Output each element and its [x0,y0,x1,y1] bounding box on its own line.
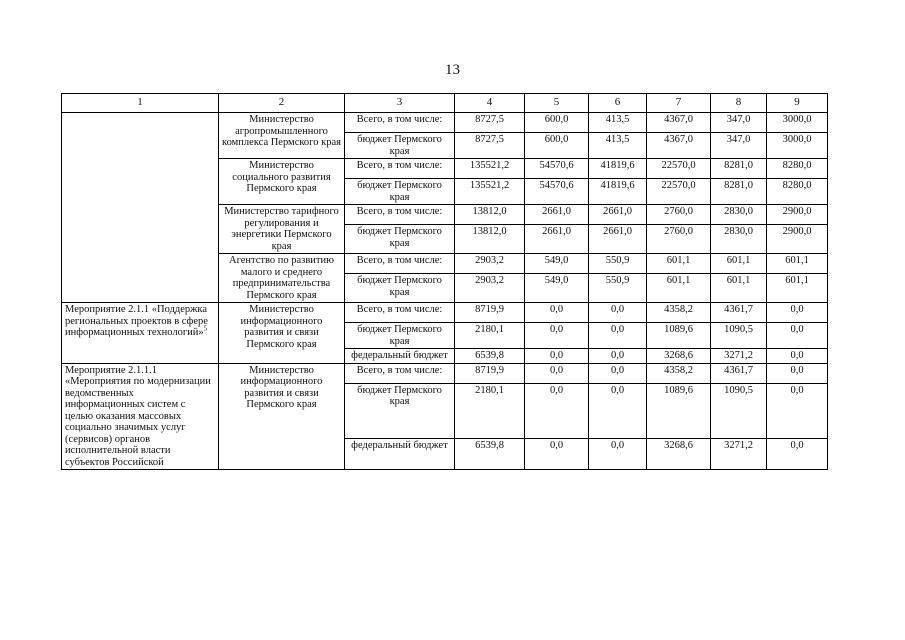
value-cell: 2903,2 [455,254,525,274]
value-cell: 0,0 [589,323,647,349]
value-cell: 0,0 [525,439,589,470]
value-cell: 8280,0 [767,159,828,179]
funding-source-cell: Всего, в том числе: [345,159,455,179]
agency-cell: Министерство тарифного регулирования и энергетики Пермского края [219,205,345,254]
value-cell: 8281,0 [711,159,767,179]
value-cell: 0,0 [767,323,828,349]
measure-cell [62,363,219,470]
agency-cell: Министерство информационного развития и связи Пермского края [219,303,345,364]
value-cell: 601,1 [711,274,767,303]
value-cell: 0,0 [525,349,589,364]
value-cell: 8719,9 [455,363,525,383]
table-row [62,303,828,323]
value-cell: 347,0 [711,133,767,159]
value-cell: 4361,7 [711,303,767,323]
value-cell: 549,0 [525,254,589,274]
value-cell: 8280,0 [767,179,828,205]
value-cell: 8727,5 [455,113,525,133]
value-cell: 2830,0 [711,205,767,225]
value-cell: 0,0 [767,363,828,383]
value-cell: 8727,5 [455,133,525,159]
funding-source-cell: бюджет Пермского края [345,274,455,303]
measure-cell [62,303,219,364]
column-header: 4 [455,94,525,113]
value-cell: 1089,6 [647,383,711,439]
value-cell: 0,0 [767,349,828,364]
value-cell: 6539,8 [455,439,525,470]
value-cell: 550,9 [589,274,647,303]
value-cell: 0,0 [589,363,647,383]
value-cell: 4367,0 [647,113,711,133]
value-cell: 13812,0 [455,225,525,254]
value-cell: 8719,9 [455,303,525,323]
value-cell: 4361,7 [711,363,767,383]
value-cell: 135521,2 [455,159,525,179]
value-cell: 0,0 [589,439,647,470]
agency-cell: Министерство информационного развития и связи Пермского края [219,363,345,470]
value-cell: 549,0 [525,274,589,303]
value-cell: 601,1 [767,254,828,274]
value-cell: 0,0 [589,349,647,364]
value-cell: 3268,6 [647,439,711,470]
funding-source-cell: Всего, в том числе: [345,205,455,225]
value-cell: 3271,2 [711,439,767,470]
value-cell: 2903,2 [455,274,525,303]
value-cell: 2760,0 [647,205,711,225]
column-header: 7 [647,94,711,113]
value-cell: 2760,0 [647,225,711,254]
value-cell: 0,0 [767,303,828,323]
value-cell: 13812,0 [455,205,525,225]
value-cell: 54570,6 [525,179,589,205]
value-cell: 1089,6 [647,323,711,349]
funding-source-cell: Всего, в том числе: [345,303,455,323]
value-cell: 3268,6 [647,349,711,364]
funding-source-cell: Всего, в том числе: [345,254,455,274]
value-cell: 600,0 [525,113,589,133]
column-header: 5 [525,94,589,113]
value-cell: 2900,0 [767,225,828,254]
funding-source-cell: Всего, в том числе: [345,113,455,133]
table-row [62,113,828,133]
value-cell: 550,9 [589,254,647,274]
value-cell: 2661,0 [589,205,647,225]
agency-cell: Министерство агропромышленного комплекса Пермского края [219,113,345,159]
column-header: 2 [219,94,345,113]
value-cell: 1090,5 [711,323,767,349]
value-cell: 3271,2 [711,349,767,364]
funding-source-cell: бюджет Пермского края [345,133,455,159]
value-cell: 600,0 [525,133,589,159]
page-number: 13 [445,62,460,78]
funding-source-cell: бюджет Пермского края [345,323,455,349]
value-cell: 135521,2 [455,179,525,205]
value-cell: 22570,0 [647,179,711,205]
value-cell: 0,0 [767,439,828,470]
footnote-mark: 5 [203,324,208,333]
value-cell: 2180,1 [455,323,525,349]
funding-source-cell: федеральный бюджет [345,439,455,470]
value-cell: 41819,6 [589,159,647,179]
value-cell: 0,0 [589,383,647,439]
value-cell: 6539,8 [455,349,525,364]
budget-table [61,93,828,470]
value-cell: 4358,2 [647,303,711,323]
funding-source-cell: Всего, в том числе: [345,363,455,383]
value-cell: 8281,0 [711,179,767,205]
value-cell: 1090,5 [711,383,767,439]
table-row [62,363,828,383]
value-cell: 2661,0 [525,205,589,225]
value-cell: 413,5 [589,133,647,159]
value-cell: 601,1 [711,254,767,274]
funding-source-cell: бюджет Пермского края [345,383,455,439]
value-cell: 0,0 [525,363,589,383]
value-cell: 601,1 [647,274,711,303]
value-cell: 601,1 [647,254,711,274]
value-cell: 22570,0 [647,159,711,179]
funding-source-cell: бюджет Пермского края [345,179,455,205]
measure-text: Мероприятие 2.1.1.1 «Мероприятия по модернизации ведомственных информационных систем с целью оказания массовых социально значимых услуг (сервисов) органов исполнительной власти субъектов Российской [65,364,211,468]
value-cell: 54570,6 [525,159,589,179]
measure-cell [62,113,219,303]
value-cell: 601,1 [767,274,828,303]
value-cell: 4358,2 [647,363,711,383]
value-cell: 2180,1 [455,383,525,439]
measure-text: Мероприятие 2.1.1 «Поддержка региональных проектов в сфере информационных технологий» [65,304,208,338]
column-header: 6 [589,94,647,113]
funding-source-cell: бюджет Пермского края [345,225,455,254]
value-cell: 3000,0 [767,113,828,133]
value-cell: 0,0 [767,383,828,439]
value-cell: 0,0 [589,303,647,323]
value-cell: 2830,0 [711,225,767,254]
value-cell: 4367,0 [647,133,711,159]
value-cell: 2661,0 [525,225,589,254]
value-cell: 0,0 [525,303,589,323]
value-cell: 347,0 [711,113,767,133]
column-header: 3 [345,94,455,113]
funding-source-cell: федеральный бюджет [345,349,455,364]
value-cell: 413,5 [589,113,647,133]
column-header: 8 [711,94,767,113]
value-cell: 2661,0 [589,225,647,254]
column-header: 1 [62,94,219,113]
column-header: 9 [767,94,828,113]
agency-cell: Агентство по развитию малого и среднего предпринимательства Пермского края [219,254,345,303]
value-cell: 0,0 [525,383,589,439]
header-row [62,94,828,113]
value-cell: 3000,0 [767,133,828,159]
value-cell: 41819,6 [589,179,647,205]
agency-cell: Министерство социального развития Пермского края [219,159,345,205]
value-cell: 0,0 [525,323,589,349]
value-cell: 2900,0 [767,205,828,225]
